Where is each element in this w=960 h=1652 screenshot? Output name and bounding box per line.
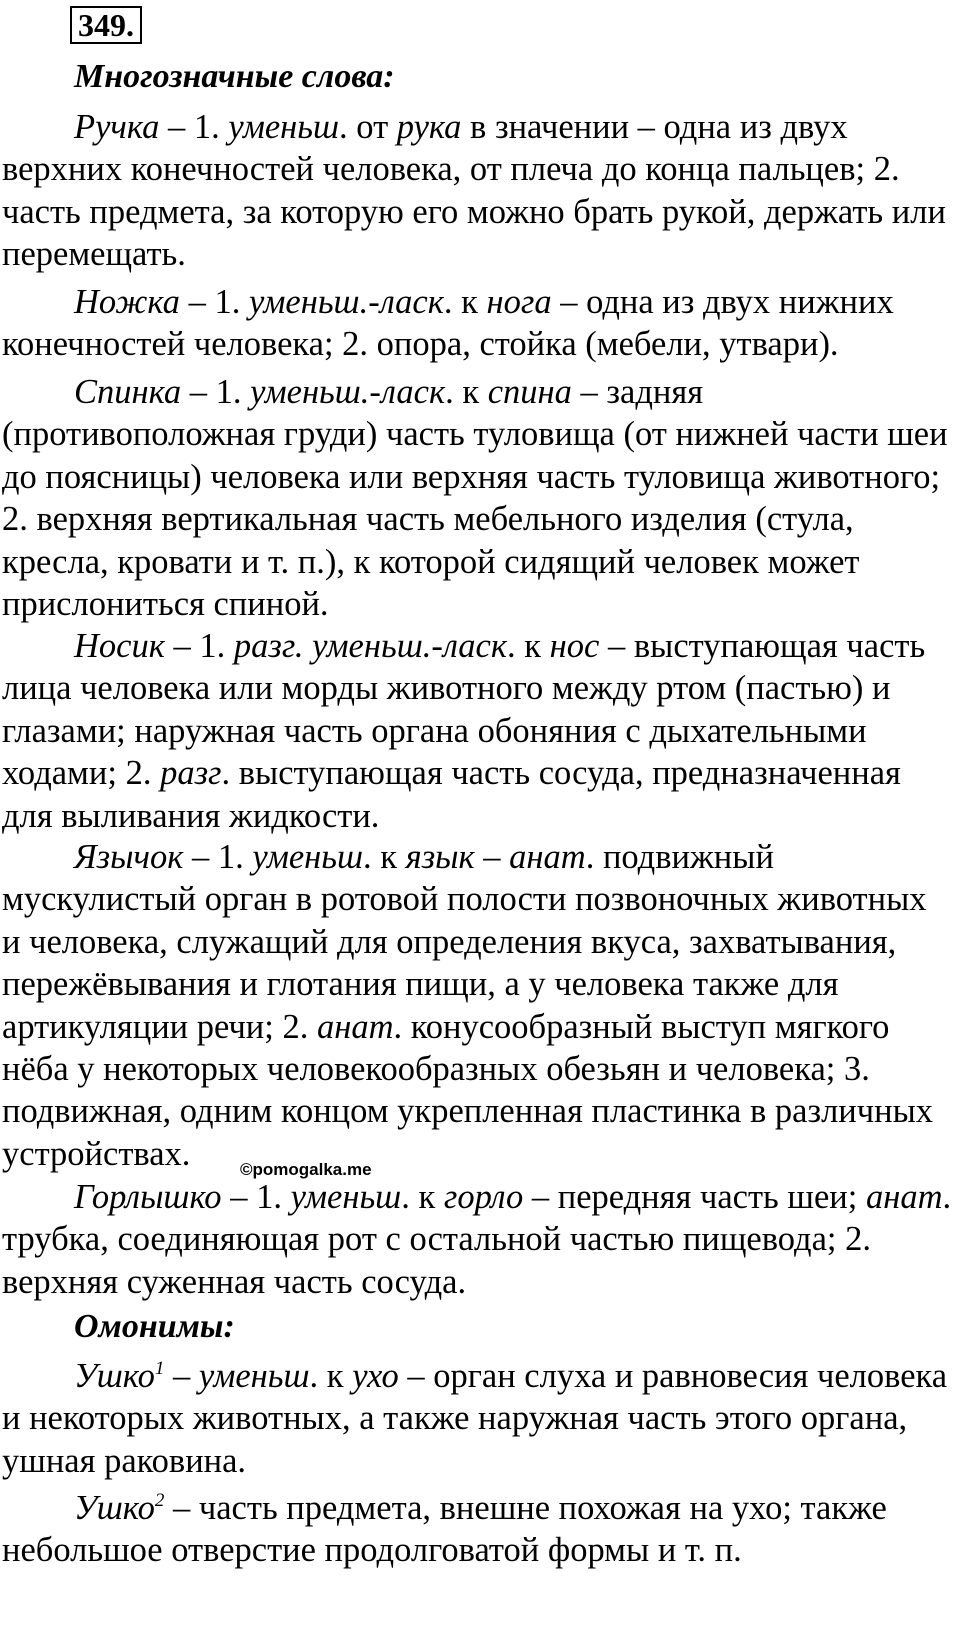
definition-text: . к <box>443 283 487 321</box>
entry-ushko-2 <box>2 1487 952 1572</box>
italic-fragment: ухо <box>352 1357 399 1395</box>
definition-text: . конусообразный выступ мягкого нёба у некоторых человекообразных обезьян и человека; 3. подвижная, одним концом укрепленная пластинка в различных устройствах. <box>2 1007 933 1173</box>
watermark: ©pomogalka.me <box>240 1160 372 1179</box>
definition-text: . выступающая часть сосуда, предназначенная для выливания жидкости. <box>2 754 901 835</box>
entry-nozhka <box>2 281 952 366</box>
definition-text: – 1. <box>179 283 249 321</box>
definition-text: . к <box>507 627 550 665</box>
italic-fragment: язык – анат <box>405 838 586 876</box>
definition-text: в значении – одна из двух верхних конечностей человека, от плеча до конца пальцев; 2. часть предмета, за которую его можно брать рукой, держать или перемещать. <box>2 108 946 274</box>
entry-ruchka <box>2 106 952 276</box>
headword: Горлышко <box>74 1178 222 1216</box>
polysemous-heading: Многозначные слова: <box>74 58 395 95</box>
definition-text: – задняя (противоположная груди) часть туловища (от нижней части шеи до поясницы) человека или верхняя часть туловища животного; 2. верхняя вертикальная часть мебельного изделия (стула, кресла, кровати и т. п.), к которой сидящий человек может прислониться спиной. <box>2 373 948 624</box>
definition-text: . от <box>339 108 397 146</box>
definition-text: . к <box>401 1178 444 1216</box>
headword: Ушко <box>74 1489 155 1527</box>
italic-fragment: анат <box>316 1007 394 1046</box>
italic-fragment: уменьш.-ласк <box>250 373 446 411</box>
italic-fragment: нос <box>549 627 600 665</box>
definition-text: . подвижный мускулистый орган в ротовой полости позвоночных животных и человека, служащий для определения вкуса, захватывания, пережёвывания и глотания пищи, а у человека также для артикуляции речи; 2. <box>2 838 927 1046</box>
definition-text: – 1. <box>221 1178 291 1216</box>
entry-nosik <box>2 625 952 837</box>
definition-text: – передняя часть шеи; <box>523 1178 866 1216</box>
italic-fragment: анат <box>865 1178 943 1216</box>
definition-text: – 1. <box>159 108 229 146</box>
italic-fragment: спина <box>487 373 572 411</box>
definition-text: . к <box>363 838 406 876</box>
italic-fragment: нога <box>486 283 552 321</box>
definition-text: – 1. <box>181 373 251 411</box>
task-number: 349. <box>70 6 142 44</box>
headword: Ножка <box>74 283 180 321</box>
italic-fragment: горло <box>443 1178 524 1216</box>
definition-text: – орган слуха и равновесия человека и некоторых животных, а также наружная часть этого органа, ушная раковина. <box>2 1357 948 1480</box>
definition-text: – 1. <box>164 627 234 665</box>
entry-yazychok <box>2 836 952 1175</box>
italic-fragment: уменьш <box>252 838 364 876</box>
headword: Ручка <box>74 108 160 146</box>
definition-text: – одна из двух нижних конечностей человека; 2. опора, стойка (мебели, утвари). <box>2 283 894 364</box>
definition-text: – выступающая часть лица человека или морды животного между ртом (пастью) и глазами; наружная часть органа обоняния с дыхательными ходами; 2. <box>2 627 926 793</box>
headword: Носик <box>74 627 165 665</box>
italic-fragment: уменьш.-ласк <box>248 283 444 321</box>
homonym-index: 1 <box>154 1358 165 1379</box>
entry-gorlyshko <box>2 1176 952 1303</box>
italic-fragment: уменьш <box>198 1357 310 1395</box>
definition-text: – часть предмета, внешне похожая на ухо; также небольшое отверстие продолговатой формы и т. п. <box>2 1489 887 1570</box>
headword: Ушко <box>74 1357 155 1395</box>
entry-spinka <box>2 371 952 625</box>
italic-fragment: уменьш <box>290 1178 402 1216</box>
definition-text: . к <box>309 1357 353 1395</box>
entry-ushko-1 <box>2 1355 952 1482</box>
definition-text: . к <box>445 373 488 411</box>
headword: Язычок <box>74 838 184 876</box>
headword: Спинка <box>74 373 182 411</box>
italic-fragment: разг. уменьш.-ласк <box>233 627 508 665</box>
definition-text: – 1. <box>183 838 253 876</box>
definition-text: . трубка, соединяющая рот с остальной частью пищевода; 2. верхняя суженная часть сосуда. <box>2 1178 952 1301</box>
definition-text: – <box>164 1357 199 1395</box>
homonym-index: 2 <box>154 1490 165 1511</box>
italic-fragment: уменьш <box>228 108 340 146</box>
italic-fragment: разг <box>160 754 222 793</box>
homonyms-heading: Омонимы: <box>74 1308 235 1345</box>
italic-fragment: рука <box>396 108 462 146</box>
